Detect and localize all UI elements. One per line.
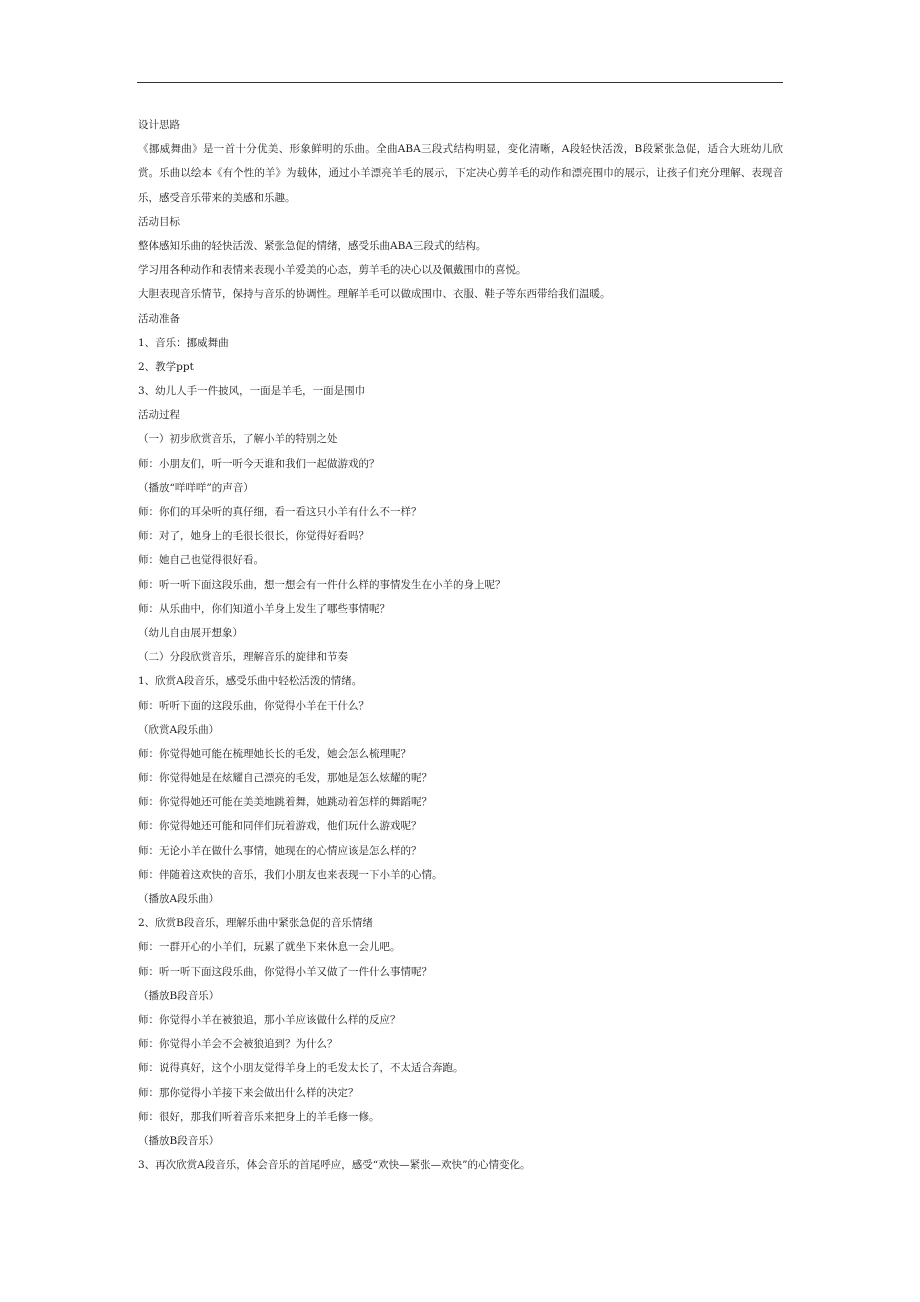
document-line: （播放B段音乐） <box>138 1134 220 1147</box>
document-body <box>138 113 788 1177</box>
document-line: （播放A段乐曲） <box>138 893 220 906</box>
document-line: 1、欣赏A段音乐，感受乐曲中轻松活泼的情绪。 <box>138 675 363 688</box>
section-heading-design: 设计思路 <box>138 119 180 131</box>
document-lines <box>138 210 788 1178</box>
document-line: 师：你觉得她是在炫耀自己漂亮的毛发，那她是怎么炫耀的呢？ <box>138 772 432 785</box>
document-line: 师：你觉得她可能在梳理她长长的毛发，她会怎么梳理呢？ <box>138 747 411 760</box>
document-line: 师：从乐曲中，你们知道小羊身上发生了哪些事情呢？ <box>138 602 390 615</box>
document-line: 师：很好，那我们听着音乐来把身上的羊毛修一修。 <box>138 1110 380 1123</box>
document-line: 活动准备 <box>138 312 180 325</box>
document-line: 3、幼儿人手一件披风，一面是羊毛，一面是围巾 <box>138 385 366 398</box>
document-line: 1、音乐：挪威舞曲 <box>138 336 229 349</box>
document-line: 大胆表现音乐情节，保持与音乐的协调性。理解羊毛可以做成围巾、衣服、鞋子等东西带给我们温暖。 <box>138 288 611 301</box>
document-line: 活动目标 <box>138 215 180 228</box>
document-line: （播放B段音乐） <box>138 989 220 1002</box>
document-line: （幼儿自由展开想象） <box>138 626 243 639</box>
document-line: 师：你觉得她还可能和同伴们玩着游戏，他们玩什么游戏呢？ <box>138 820 422 833</box>
document-line: （播放“咩咩咩”的声音） <box>138 481 254 494</box>
document-line: 师：你觉得她还可能在美美地跳着舞，她跳动着怎样的舞蹈呢？ <box>138 796 432 809</box>
document-line: 整体感知乐曲的轻快活泼、紧张急促的情绪，感受乐曲ABA三段式的结构。 <box>138 239 487 252</box>
header-rule <box>137 82 783 83</box>
design-paragraph: 《挪威舞曲》是一首十分优美、形象鲜明的乐曲。全曲ABA三段式结构明显，变化清晰，A段轻快活泼，B段紧张急促，适合大班幼儿欣赏。乐曲以绘本《有个性的羊》为载体，通过小羊漂亮羊毛的展示，下定决心剪羊毛的动作和漂亮围巾的展示，让孩子们充分理解、表现音乐，感受音乐带来的美感和乐趣。 <box>138 143 783 204</box>
document-line: 师：伴随着这欢快的音乐，我们小朋友也来表现一下小羊的心情。 <box>138 868 443 881</box>
document-line: 3、再次欣赏A段音乐，体会音乐的首尾呼应，感受“欢快—紧张—欢快”的心情变化。 <box>138 1159 531 1172</box>
document-line: （一）初步欣赏音乐，了解小羊的特别之处 <box>138 433 338 446</box>
document-line: 师：听一听下面这段乐曲，你觉得小羊又做了一件什么事情呢？ <box>138 965 432 978</box>
document-line: 师：听一听下面这段乐曲，想一想会有一件什么样的事情发生在小羊的身上呢？ <box>138 578 506 591</box>
document-line: 师：一群开心的小羊们，玩累了就坐下来休息一会儿吧。 <box>138 941 401 954</box>
document-line: 师：她自己也觉得很好看。 <box>138 554 264 567</box>
document-line: 师：那你觉得小羊接下来会做出什么样的决定？ <box>138 1086 359 1099</box>
document-line: 师：说得真好，这个小朋友觉得羊身上的毛发太长了，不太适合奔跑。 <box>138 1062 464 1075</box>
document-line: （欣赏A段乐曲） <box>138 723 220 736</box>
document-line: 师：你觉得小羊在被狼追，那小羊应该做什么样的反应？ <box>138 1013 401 1026</box>
document-line: 师：对了，她身上的毛很长很长，你觉得好看吗？ <box>138 530 369 543</box>
document-line: 学习用各种动作和表情来表现小羊爱美的心态，剪羊毛的决心以及佩戴围巾的喜悦。 <box>138 264 527 277</box>
document-line: 师：小朋友们，听一听今天谁和我们一起做游戏的？ <box>138 457 380 470</box>
document-line: （二）分段欣赏音乐，理解音乐的旋律和节奏 <box>138 651 348 664</box>
document-line: 师：你觉得小羊会不会被狼追到？为什么？ <box>138 1038 338 1051</box>
document-line: 2、欣赏B段音乐，理解乐曲中紧张急促的音乐情绪 <box>138 917 373 930</box>
document-line: 师：听听下面的这段乐曲，你觉得小羊在干什么？ <box>138 699 369 712</box>
document-line: 师：无论小羊在做什么事情，她现在的心情应该是怎么样的？ <box>138 844 422 857</box>
document-line: 2、教学ppt <box>138 360 194 373</box>
document-line: 活动过程 <box>138 409 180 422</box>
document-line: 师：你们的耳朵听的真仔细，看一看这只小羊有什么不一样？ <box>138 506 422 519</box>
